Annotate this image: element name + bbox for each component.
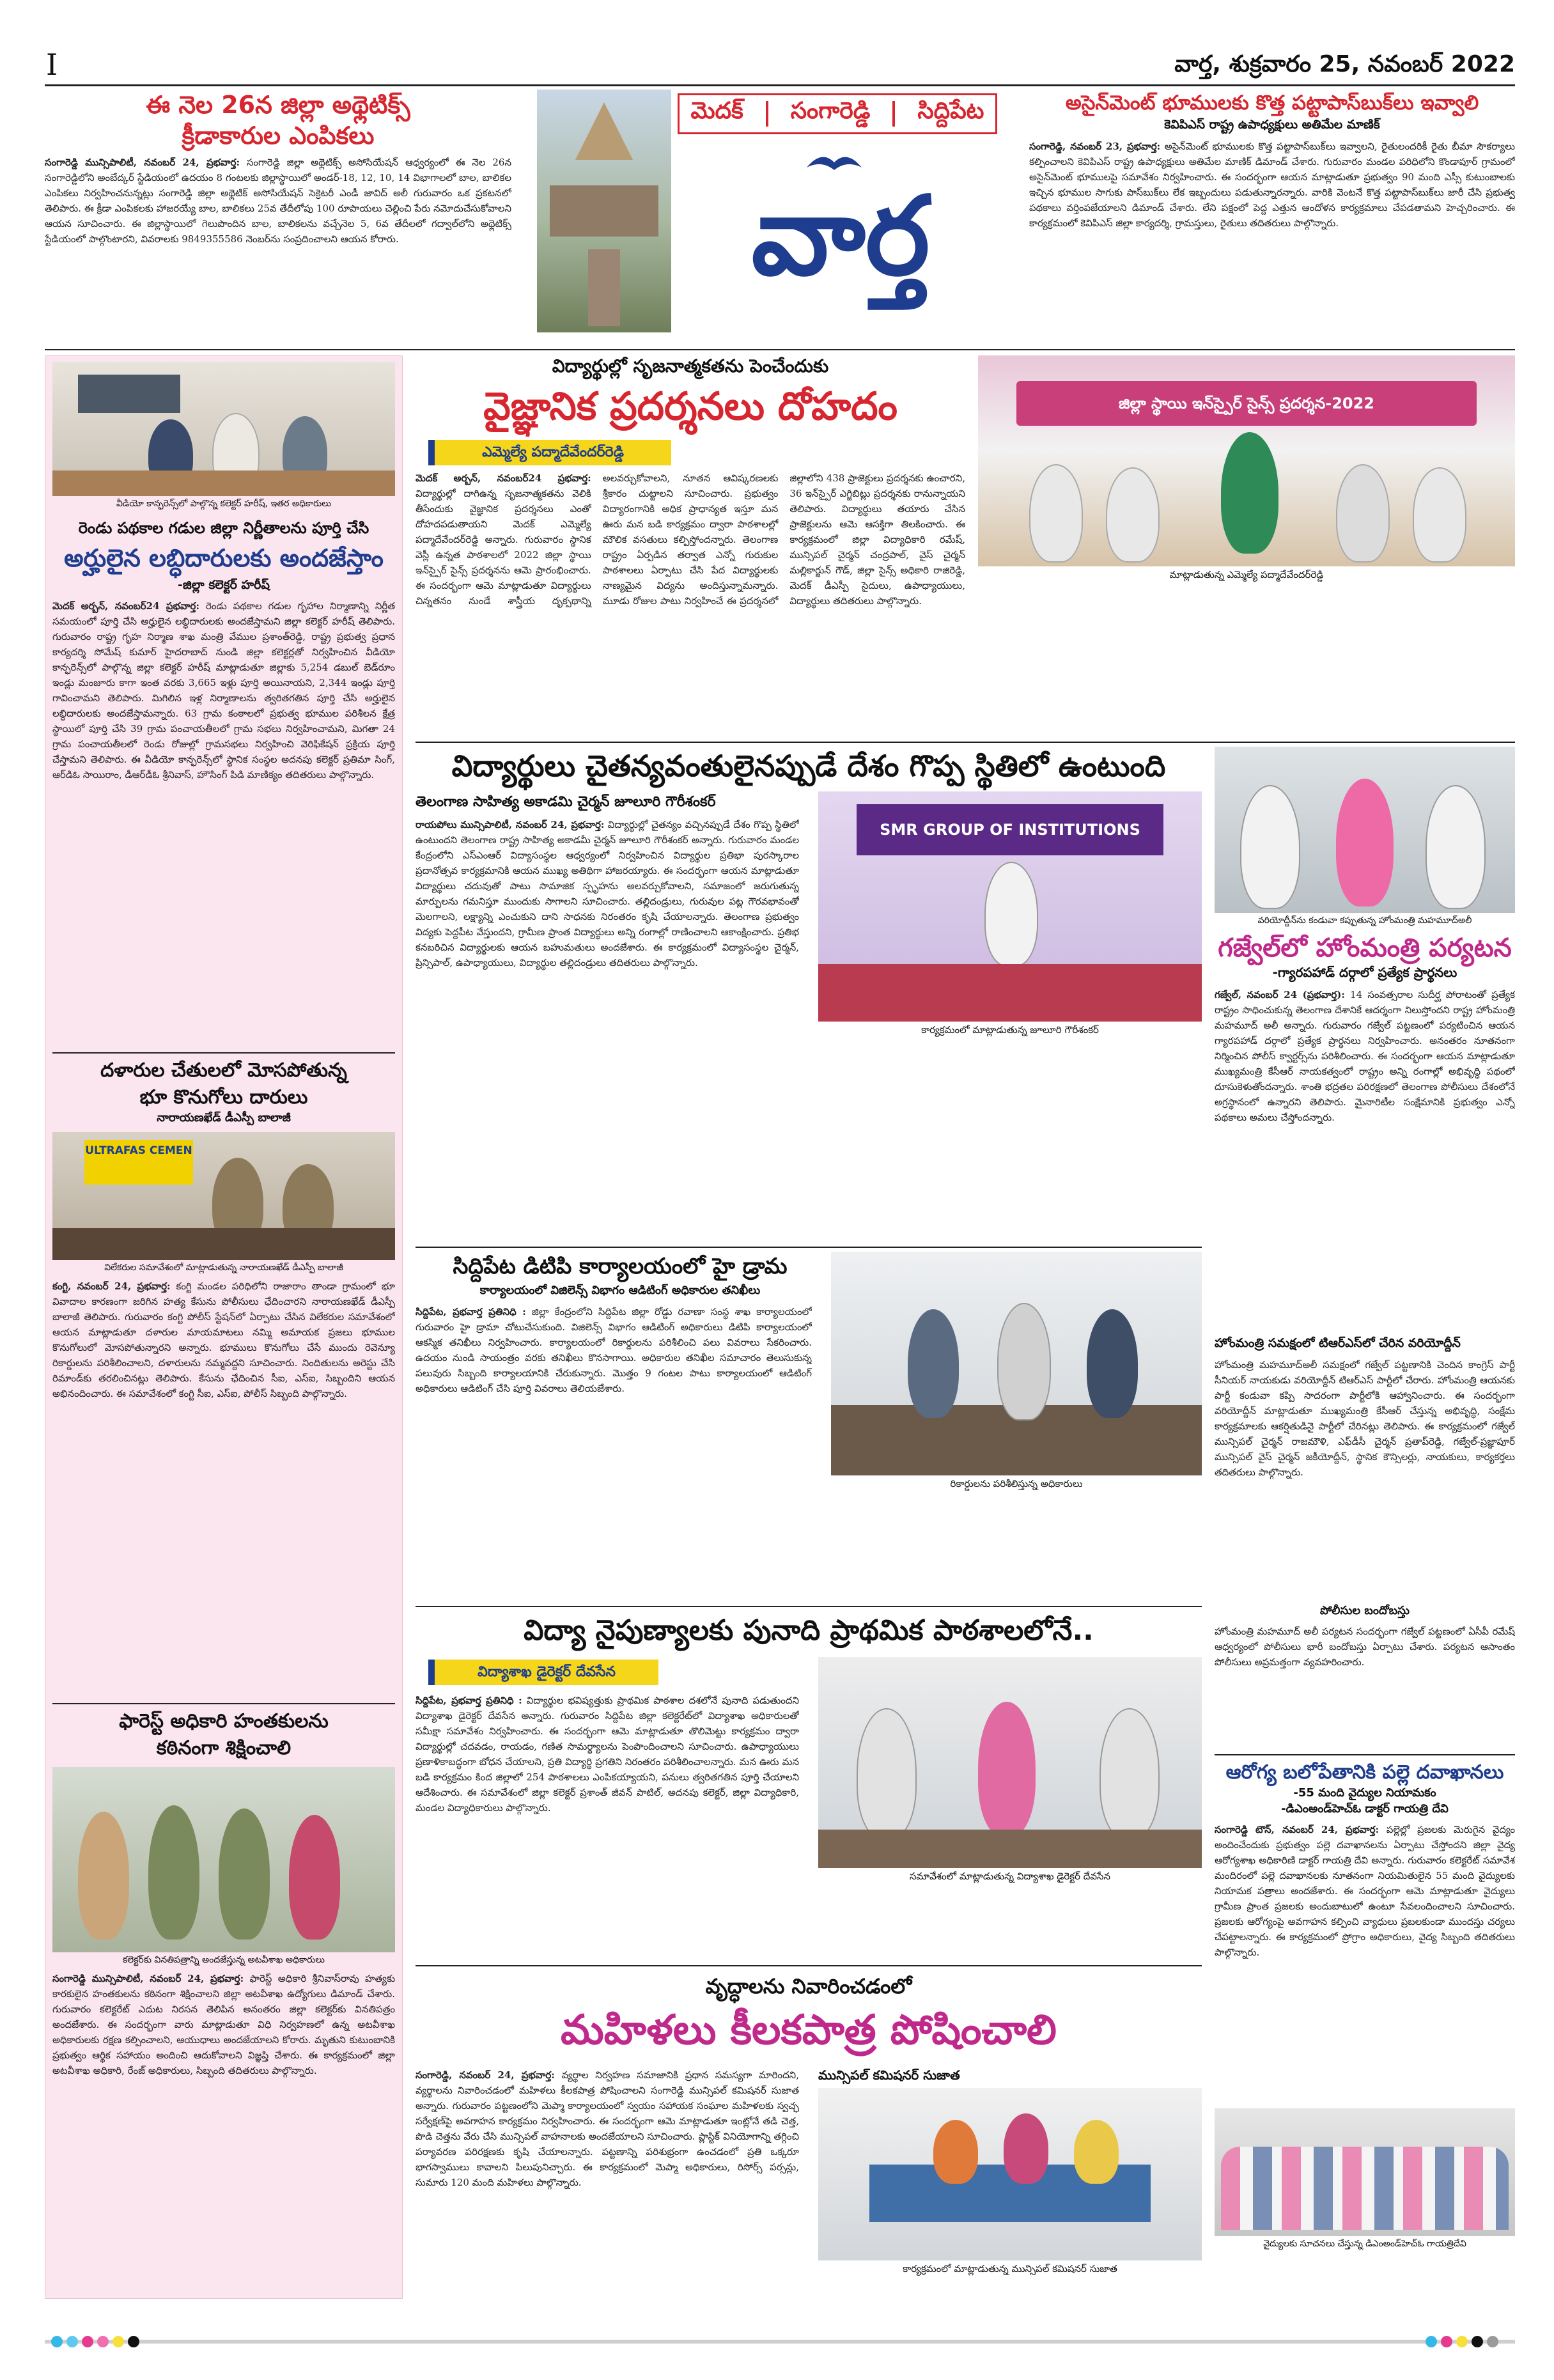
section-rule-2: [416, 742, 1515, 743]
primary-person-2: [978, 1702, 1036, 1836]
brokers-text: కంగ్టి మండల పరిధిలోని రాజారాం తాండా గ్రామంలో భూ వివాదాల కారణంగా జరిగిన హత్య కేసును పోలీసులు ఛేదించారని నారాయణఖేడ్ డీఎస్పీ బాలాజీ తెలిపారు. గురువారం కంగ్టి పోలీస్ స్టేషన్‌లో ఏర్పాటు చేసిన విలేకరుల సమావేశంలో ఆయన మాట్లాడుతూ దళారుల మాయమాటలు నమ్మి అమాయక ప్రజలు భూముల కొనుగోలులో మోసపోతున్నారని అన్నారు. భూములు కొనుగోలు చేసే ముందు రెవెన్యూ రికార్డులను పరిశీలించాలని, దళారులను నమ్మవద్దని సూచించారు. నిందితులను అరెస్టు చేసి రిమాండ్‌కు తరలించినట్లు తెలిపారు. కేసును ఛేదించిన సీఐ, ఎస్ఐ, సిబ్బందిని ఆయన అభినందించారు. ఈ సమావేశంలో కంగ్టి సీఐ, ఎస్ఐ, పోలీస్ సిబ్బంది పాల్గొన్నారు.: [52, 1280, 395, 1399]
gajwel-sub-headline: హోంమంత్రి సమక్షంలో టిఆర్ఎస్‌లో చేరిన వరియోద్దీన్: [1215, 1336, 1461, 1350]
assignment-headline: అసైన్‌మెంట్ భూములకు కొత్త పట్టాపాస్‌బుక్‌లు ఇవ్వాలి: [1065, 91, 1479, 114]
evidence-table: [52, 1228, 395, 1260]
primary-headline: విద్యా నైపుణ్యాలకు పునాది ప్రాథమిక పాఠశాలలోనే..: [524, 1614, 1094, 1647]
women-person-2: [1004, 2113, 1048, 2184]
gajwel-security-title: పోలీసుల బందోబస్తు: [1319, 1604, 1410, 1617]
collector-body: [52, 598, 395, 1039]
students-banner: SMR GROUP OF INSTITUTIONS: [857, 804, 1163, 855]
students-photo-caption: కార్యక్రమంలో మాట్లాడుతున్న జూలూరి గౌరీశంకర్: [921, 1024, 1099, 1036]
brokers-dateline: కంగ్టి, నవంబర్ 24, ప్రభవార్త:: [52, 1280, 171, 1292]
health-article: [1215, 1759, 1515, 2303]
health-photo-caption: వైద్యులకు సూచనలు చేస్తున్న డిఎంఅండ్‌హెచ్ఓ గాయత్రిదేవి: [1263, 2239, 1466, 2249]
science-strip: ఎమ్మెల్యే పద్మాదేవేందర్‌రెడ్డి: [428, 440, 671, 465]
health-body: [1215, 1822, 1515, 2103]
science-photo: [978, 355, 1515, 566]
collector-subhead: -జిల్లా కలెక్టర్ హరీష్: [178, 578, 270, 592]
forest-person-1: [78, 1812, 129, 1940]
reg-dot-3: [82, 2336, 93, 2347]
assignment-article: [1029, 89, 1515, 345]
dtp-subhead: కార్యాలయంలో విజిలెన్స్ విభాగం ఆడిటింగ్ అధికారుల తనిఖీలు: [479, 1284, 761, 1297]
collector-kicker: రెండు పథకాల గడుల జిల్లా నిర్ణీతాలను పూర్తి చేసి: [78, 519, 369, 537]
brokers-photo-caption: విలేకరుల సమావేశంలో మాట్లాడుతున్న నారాయణఖేడ్ డీఎస్పీ బాలాజీ: [104, 1263, 343, 1273]
dtp-photo-caption: రికార్డులను పరిశీలిస్తున్న అధికారులు: [950, 1478, 1083, 1489]
science-article: [416, 355, 1515, 739]
collector-photo-caption: వీడియో కాన్ఫరెన్స్‌లో పాల్గొన్న కలెక్టర్ హరీష్, ఇతర అధికారులు: [116, 499, 332, 509]
collector-article: [52, 362, 395, 1046]
masthead: [537, 89, 997, 345]
women-kicker: వృద్ధాలను నివారించడంలో: [705, 1974, 912, 1998]
dtp-person-2: [997, 1303, 1051, 1420]
dtp-dateline: సిద్దిపేట, ప్రభవార్త ప్రతినిధి :: [416, 1306, 526, 1318]
assignment-dateline: సంగారెడ్డి, నవంబర్ 23, ప్రభవార్త:: [1029, 141, 1161, 152]
health-text: పల్లెల్లో ప్రజలకు మెరుగైన వైద్యం అందించేందుకు ప్రభుత్వం పల్లె దవాఖానలను ఏర్పాటు చేస్తోందని జిల్లా వైద్య ఆరోగ్యశాఖ అధికారిణి డాక్టర్ గాయత్రి దేవి అన్నారు. గురువారం కలెక్టరేట్ సమావేశ మందిరంలో పల్లె దవాఖానలకు నూతనంగా నియమితులైన 55 మంది వైద్యులకు నియామక పత్రాలు అందజేశారు. ఈ సందర్భంగా ఆమె మాట్లాడుతూ వైద్యులు గ్రామీణ ప్రాంత ప్రజలకు అందుబాటులో ఉంటూ సేవలందించాలని సూచించారు. ప్రజలకు ఆరోగ్యంపై అవగాహన కల్పించి వ్యాధులు ప్రబలకుండా ముందస్తు చర్యలు చేపట్టాలన్నారు. ఈ కార్యక్రమంలో ప్రోగ్రాం అధికారులు, వైద్య సిబ్బంది తదితరులు పాల్గొన్నారు.: [1215, 1824, 1515, 1958]
forest-article: [52, 1708, 395, 2293]
paper-name: వార్త: [751, 173, 930, 300]
left-rule-1: [52, 1052, 395, 1054]
gajwel-text: 14 సంవత్సరాల సుదీర్ఘ పోరాటంతో ప్రత్యేక రాష్ట్రం సాధించుకున్న తెలంగాణ దేశానికే ఆదర్శంగా నిలుస్తోందని రాష్ట్ర హోంమంత్రి మహమూద్ అలీ అన్నారు. గురువారం గజ్వేల్ పట్టణంలో పర్యటించిన ఆయన గ్యారపహాడ్ దర్గాలో ప్రత్యేక ప్రార్థనలు నిర్వహించారు. అనంతరం నూతనంగా నిర్మించిన పోలీస్ క్వార్టర్స్‌ను పరిశీలించారు. ఈ సందర్భంగా ఆయన మాట్లాడుతూ ముఖ్యమంత్రి కేసీఆర్ నాయకత్వంలో రాష్ట్రం అన్ని రంగాల్లో అభివృద్ధి పథంలో దూసుకెళుతోందన్నారు. శాంతి భద్రతల పరిరక్షణలో తెలంగాణ పోలీసులు దేశంలోనే అగ్రస్థానంలో ఉన్నారని తెలిపారు. మైనారిటీల సంక్షేమానికి ప్రభుత్వం ఎన్నో పథకాలు అమలు చేస్తోందన్నారు.: [1215, 989, 1515, 1123]
primary-rule: [416, 1606, 1202, 1607]
students-headline: విద్యార్థులు చైతన్యవంతులైనప్పుడే దేశం గొప్ప స్థితిలో ఉంటుంది: [451, 749, 1166, 783]
health-dateline: సంగారెడ్డి టౌన్, నవంబర్ 24, ప్రభవార్త:: [1215, 1824, 1379, 1835]
science-text: విద్యార్థుల్లో దాగిఉన్న సృజనాత్మకతను వెలికి తీసేందుకు వైజ్ఞానిక ప్రదర్శనలు ఎంతో దోహదపడుతాయని మెదక్ ఎమ్మెల్యే పద్మాదేవేందర్‌రెడ్డి అన్నారు. గురువారం స్థానిక వెస్లీ ఉన్నత పాఠశాలలో 2022 జిల్లా స్థాయి ఇన్‌స్పైర్ సైన్స్ ప్రదర్శనను ఆమె ప్రారంభించారు. ఈ సందర్భంగా ఆమె మాట్లాడుతూ విద్యార్థులు చిన్నతనం నుండే శాస్త్రీయ దృక్పథాన్ని అలవర్చుకోవాలని, నూతన ఆవిష్కరణలకు శ్రీకారం చుట్టాలని సూచించారు. ప్రభుత్వం విద్యారంగానికి అధిక ప్రాధాన్యత ఇస్తూ మన ఊరు మన బడి కార్యక్రమం ద్వారా పాఠశాలల్లో మౌలిక వసతులు కల్పిస్తోందన్నారు. తెలంగాణ రాష్ట్రం ఏర్పడిన తర్వాత ఎన్నో గురుకుల పాఠశాలలు ఏర్పాటు చేసి పేద విద్యార్థులకు నాణ్యమైన విద్యను అందిస్తున్నామన్నారు. మూడు రోజుల పాటు నిర్వహించే ఈ ప్రదర్శనలో జిల్లాలోని 438 ప్రాజెక్టులు ప్రదర్శనకు ఉంచారని, 36 ఇన్‌స్పైర్ ఎగ్జిబిట్లు ప్రదర్శనకు రానున్నాయని తెలిపారు. విద్యార్థులు తయారు చేసిన ప్రాజెక్టులను ఆమె ఆసక్తిగా తిలకించారు. ఈ కార్యక్రమంలో జిల్లా విద్యాధికారి రమేష్, మున్సిపల్ చైర్మన్ చంద్రపాల్, వైస్ చైర్మన్ మల్లికార్జున్ గౌడ్, జిల్లా సైన్స్ అధికారి రాజిరెడ్డి, మెదక్ డీఎస్పీ సైదులు, ఉపాధ్యాయులు, విద్యార్థులు తదితరులు పాల్గొన్నారు.: [416, 472, 965, 607]
students-article: [416, 747, 1202, 1245]
forest-person-2: [148, 1805, 199, 1940]
health-subhead-2: -డిఎంఅండ్‌హెచ్ఓ డాక్టర్ గాయత్రి దేవి: [1281, 1802, 1449, 1816]
gajwel-sub-body: హోంమంత్రి మహమూద్‌అలీ సమక్షంలో గజ్వేల్ పట్టణానికి చెందిన కాంగ్రెస్ పార్టీ సీనియర్ నాయకుడు వరియోద్దీన్ టిఆర్ఎస్ పార్టీలో చేరారు. హోంమంత్రి ఆయనకు పార్టీ కండువా కప్పి సాదరంగా పార్టీలోకి ఆహ్వానించారు. ఈ సందర్భంగా వరియోద్దీన్ మాట్లాడుతూ ముఖ్యమంత్రి కేసీఆర్ చేస్తున్న అభివృద్ధి, సంక్షేమ కార్యక్రమాలకు ఆకర్షితుడినై పార్టీలో చేరినట్లు తెలిపారు. ఈ కార్యక్రమంలో గజ్వేల్ మున్సిపల్ చైర్మన్ రాజమౌళి, ఎఫ్‌డీసీ చైర్మన్ ప్రతాప్‌రెడ్డి, గజ్వేల్-ప్రజ్ఞాపూర్ మున్సిపల్ వైస్ చైర్మన్ జకీయోద్దీన్, స్థానిక కౌన్సిలర్లు, నాయకులు, కార్యకర్తలు తదితరులు పాల్గొన్నారు.: [1215, 1359, 1515, 1478]
women-article: [416, 1965, 1202, 2304]
brokers-headline-1: దళారుల చేతులలో మోసపోతున్న: [100, 1059, 347, 1082]
brokers-body: [52, 1279, 395, 1662]
gajwel-headline: గజ్వేల్‌లో హోంమంత్రి పర్యటన: [1218, 933, 1512, 963]
gajwel-article: [1215, 747, 1515, 1750]
stage-person-1: [1029, 464, 1083, 563]
masthead-photo: [537, 89, 671, 332]
reg-dot-5: [113, 2336, 124, 2347]
science-headline: వైజ్ఞానిక ప్రదర్శనలు దోహదం: [483, 384, 897, 429]
gajwel-person-3: [1426, 785, 1486, 909]
women-strip: మున్సిపల్ కమిషనర్ సుజాత: [818, 2067, 960, 2083]
tower-shape: [588, 249, 620, 326]
stage-person-3: [1336, 464, 1390, 563]
forest-photo: [52, 1767, 395, 1952]
section-rule-1: [45, 349, 1515, 350]
brokers-headline-2: భూ కొనుగోలు దారులు: [139, 1086, 308, 1108]
paper-date: వార్త, శుక్రవారం 25, నవంబర్ 2022: [1174, 51, 1515, 77]
brokers-article: [52, 1057, 395, 1697]
group-shape-row: [1221, 2147, 1509, 2230]
reg-dot-7: [1426, 2336, 1437, 2347]
district-sangareddy: సంగారెడ్డి: [790, 98, 871, 124]
left-rule-2: [52, 1703, 395, 1704]
district-medak: మెదక్: [690, 98, 743, 124]
gajwel-photo-caption: వరియోద్దీన్‌ను కండువా కప్పుతున్న హోంమంత్రి మహమూద్‌అలీ: [1257, 915, 1472, 926]
science-banner: జిల్లా స్థాయి ఇన్‌స్పైర్ సైన్స్ ప్రదర్శన-2022: [1016, 381, 1477, 426]
gajwel-person-2: [1336, 779, 1394, 906]
primary-article: [416, 1606, 1202, 1964]
forest-photo-caption: కలెక్టర్‌కు వినతిపత్రాన్ని అందజేస్తున్న అటవీశాఖ అధికారులు: [122, 1955, 325, 1965]
women-dateline: సంగారెడ్డి, నవంబర్ 24, ప్రభవార్త:: [416, 2069, 555, 2081]
reg-dot-1: [51, 2336, 63, 2347]
athletics-headline-2: క్రీడాకారుల ఎంపికలు: [182, 121, 375, 150]
brokers-photo: [52, 1132, 395, 1260]
stage-person-2: [1106, 467, 1160, 563]
health-subhead-1: -55 మంది వైద్యుల నియామకం: [1293, 1786, 1436, 1800]
students-photo: [818, 791, 1202, 1022]
gajwel-dateline: గజ్వేల్, నవంబర్ 24 (ప్రభవార్త):: [1215, 989, 1345, 1000]
primary-text: విద్యార్థుల భవిష్యత్తుకు ప్రాథమిక పాఠశాల దశలోనే పునాది పడుతుందని విద్యాశాఖ డైరెక్టర్ దేవసేన అన్నారు. గురువారం సిద్దిపేట జిల్లా కలెక్టరేట్‌లో విద్యాశాఖ అధికారులతో సమీక్షా సమావేశం నిర్వహించారు. ఈ సందర్భంగా ఆమె మాట్లాడుతూ తొలిమెట్టు కార్యక్రమం ద్వారా విద్యార్థుల్లో చదవడం, రాయడం, గణిత సామర్థ్యాలను పెంపొందించాలని సూచించారు. ఉపాధ్యాయులు ప్రణాళికాబద్ధంగా బోధన చేయాలని, ప్రతి విద్యార్థి ప్రగతిని నిరంతరం పరిశీలించాలన్నారు. మన ఊరు మన బడి కార్యక్రమం కింద జిల్లాలో 254 పాఠశాలలు ఎంపికయ్యాయని, పనులు త్వరితగతిన పూర్తి చేయాలని ఆదేశించారు. ఈ సమావేశంలో జిల్లా కలెక్టర్ ప్రశాంత్ జీవన్ పాటిల్, అదనపు కలెక్టర్, జిల్లా విద్యాధికారి, మండల విద్యాధికారులు పాల్గొన్నారు.: [416, 1695, 799, 1814]
athletics-text: సంగారెడ్డి జిల్లా అథ్లెటిక్స్ అసోసియేషన్ ఆధ్వర్యంలో ఈ నెల 26న సంగారెడ్డిలోని అంబేద్కర్ స్టేడియంలో ఉదయం 8 గంటలకు జిల్లాస్థాయిలో అండర్-18, 12, 10, 14 విభాగాలలో బాల, బాలికల ఎంపికలు నిర్వహించనున్నట్లు సంగారెడ్డి జిల్లా అథ్లెటిక్ అసోసియేషన్ సెక్రెటరీ ఎండీ జావిద్ అలీ గురువారం ఒక ప్రకటనలో తెలిపారు. ఈ క్రీడా ఎంపికలకు హాజరయ్యే బాల, బాలికలు 25వ తేదీలోపు 100 రూపాయలు చెల్లించి పేరు నమోదుచేసుకోవాలని ఆయన సూచించారు. ఈ జిల్లాస్థాయిలో గెలుపొందిన బాల, బాలికలను వచ్చేనెల 5, 6వ తేదీలలో గద్వాల్‌లోని అథ్లెటిక్స్ స్టేడియంలో పాల్గొంటారని, వివరాలకు 9849355586 నెంబర్‌ను సంప్రదించాలని ఆయన కోరారు.: [45, 157, 511, 245]
forest-dateline: సంగారెడ్డి మున్సిపాలిటీ, నవంబర్ 24, ప్రభవార్త:: [52, 1973, 244, 1984]
science-kicker: విద్యార్థుల్లో సృజనాత్మకతను పెంచేందుకు: [552, 355, 829, 377]
dtp-article: [416, 1247, 1202, 1605]
primary-person-3: [1099, 1708, 1160, 1839]
forest-text: ఫారెస్ట్ అధికారి శ్రీనివాస్‌రావు హత్యకు కారకులైన హంతకులను కఠినంగా శిక్షించాలని జిల్లా అటవీశాఖ ఉద్యోగులు డిమాండ్ చేశారు. గురువారం కలెక్టరేట్ ఎదుట నిరసన తెలిపిన అనంతరం జిల్లా కలెక్టర్‌కు వినతిపత్రం అందజేశారు. ఈ సందర్భంగా వారు మాట్లాడుతూ విధి నిర్వహణలో ఉన్న అటవీశాఖ అధికారులకు రక్షణ కల్పించాలని, ఆయుధాలు అందజేయాలని కోరారు. మృతుని కుటుంబానికి ప్రభుత్వం ఆర్థిక సహాయం అందించి ఆదుకోవాలని విజ్ఞప్తి చేశారు. ఈ కార్యక్రమంలో జిల్లా అటవీశాఖ అధికారి, రేంజ్ అధికారులు, సిబ్బంది తదితరులు పాల్గొన్నారు.: [52, 1973, 395, 2076]
primary-strip: విద్యాశాఖ డైరెక్టర్ దేవసేన: [428, 1660, 658, 1685]
reg-dot-4: [97, 2336, 109, 2347]
collector-photo: [52, 362, 395, 496]
dais-shape: [818, 964, 1202, 1022]
dtp-text: జిల్లా కేంద్రంలోని సిద్దిపేట జిల్లా రోడ్డు రవాణా సంస్థ శాఖ కార్యాలయంలో గురువారం హై డ్రామా చోటుచేసుకుంది. విజిలెన్స్ విభాగం ఆడిటింగ్ అధికారులు డిటిపి కార్యాలయంలో ఆకస్మిక తనిఖీలు నిర్వహించారు. కార్యాలయంలో రికార్డులను పరిశీలించి పలు వివరాలు సేకరించారు. ఉదయం నుండి సాయంత్రం వరకు తనిఖీలు కొనసాగాయి. అధికారుల తనిఖీల సమాచారం తెలుసుకున్న పలువురు సిబ్బంది కార్యాలయానికి చేరుకున్నారు. మొత్తం 9 గంటల పాటు కార్యాలయంలో ఆడిటింగ్ అధికారులు ఆడిటింగ్ చేసి పూర్తి వివరాలు తెలియజేశారు.: [416, 1306, 812, 1394]
primary-photo-caption: సమావేశంలో మాట్లాడుతున్న విద్యాశాఖ డైరెక్టర్ దేవసేన: [909, 1871, 1111, 1882]
primary-body: [416, 1693, 799, 1961]
students-text: విద్యార్థుల్లో చైతన్యం వచ్చినప్పుడే దేశం గొప్ప స్థితిలో ఉంటుందని తెలంగాణ రాష్ట్ర సాహిత్య అకాడమీ చైర్మన్ జూలూరి గౌరీశంకర్ అన్నారు. గురువారం మండల కేంద్రంలోని ఎస్ఎంఆర్ విద్యాసంస్థల ఆధ్వర్యంలో నిర్వహించిన విద్యార్థుల ప్రతిభా పురస్కారాల ప్రదానోత్సవ కార్యక్రమానికి ఆయన ముఖ్య అతిథిగా హాజరయ్యారు. ఈ సందర్భంగా ఆయన మాట్లాడుతూ విద్యార్థులు చదువుతో పాటు సామాజిక స్పృహను అలవర్చుకోవాలని, సమాజంలో జరుగుతున్న మార్పులను గమనిస్తూ ముందుకు సాగాలని సూచించారు. తల్లిదండ్రులు, గురువుల పట్ల గౌరవభావంతో మెలగాలని, లక్ష్యాన్ని ఎంచుకుని దాని సాధనకు నిరంతరం కృషి చేయాలన్నారు. తెలంగాణ ప్రభుత్వం విద్యకు పెద్దపీట వేస్తుందని, గ్రామీణ ప్రాంత విద్యార్థులు అన్ని రంగాల్లో రాణించాలని ఆకాంక్షించారు. ప్రతిభ కనబరిచిన విద్యార్థులకు ఆయన బహుమతులు అందజేశారు. ఈ కార్యక్రమంలో విద్యాసంస్థల చైర్మన్, ప్రిన్సిపాల్, ఉపాధ్యాయులు, విద్యార్థుల తల్లిదండ్రులు తదితరులు పాల్గొన్నారు.: [416, 819, 799, 968]
primary-dateline: సిద్దిపేట, ప్రభవార్త ప్రతినిధి :: [416, 1695, 522, 1706]
science-body: [416, 471, 965, 733]
health-photo: [1215, 2108, 1515, 2236]
health-headline: ఆరోగ్య బలోపేతానికి పల్లె దవాఖానలు: [1225, 1761, 1504, 1784]
women-body: [416, 2067, 799, 2298]
collector-headline: అర్హులైన లబ్ధిదారులకు అందజేస్తాం: [64, 544, 384, 572]
table-shape: [52, 471, 395, 496]
district-sep-1: [766, 101, 768, 127]
women-text: వ్యర్థాల నిర్వహణ సమాజానికి ప్రధాన సమస్యగా మారిందని, వ్యర్థాలను నివారించడంలో మహిళలు కీలకపాత్ర పోషించాలని సంగారెడ్డి మున్సిపల్ కమిషనర్ సుజాత అన్నారు. గురువారం పట్టణంలోని మెప్మా కార్యాలయంలో స్వయం సహాయక సంఘాల మహిళలకు స్వచ్ఛ సర్వేక్షణ్‌పై అవగాహన కార్యక్రమం నిర్వహించారు. ఈ సందర్భంగా ఆమె మాట్లాడుతూ ఇంట్లోనే తడి చెత్త, పొడి చెత్తను వేరు చేసి మున్సిపల్ వాహనాలకు అందజేయాలని సూచించారు. ప్లాస్టిక్ వినియోగాన్ని తగ్గించి పర్యావరణ పరిరక్షణకు కృషి చేయాలన్నారు. పట్టణాన్ని పరిశుభ్రంగా ఉంచడంలో ప్రతి ఒక్కరూ భాగస్వాములు కావాలని పిలుపునిచ్చారు. ఈ కార్యక్రమంలో మెప్మా అధికారులు, రిసోర్స్ పర్సన్లు, సుమారు 120 మంది మహిళలు పాల్గొన్నారు.: [416, 2069, 799, 2188]
forest-person-3: [219, 1808, 270, 1940]
speaker-shape: [984, 862, 1038, 967]
primary-person-1: [857, 1708, 917, 1839]
screen-shape: [78, 375, 180, 413]
gajwel-person-1: [1240, 785, 1300, 909]
science-dateline: మెదక్ అర్బన్, నవంబర్24 ప్రభవార్త:: [416, 472, 591, 484]
students-body-left: [416, 817, 799, 1239]
reg-dot-9: [1456, 2336, 1468, 2347]
dtp-headline: సిద్దిపేట డిటిపి కార్యాలయంలో హై డ్రామ: [453, 1254, 788, 1279]
primary-photo: [818, 1657, 1202, 1868]
footer-rule: [45, 2340, 1515, 2344]
science-photo-caption: మాట్లాడుతున్న ఎమ్మెల్యే పద్మాదేవేందర్‌రెడ్డి: [1169, 569, 1324, 580]
collector-dateline: మెదక్ అర్బన్, నవంబర్24 ప్రభవార్త:: [52, 600, 199, 612]
cement-sign: ULTRAFAS CEMEN: [84, 1140, 193, 1185]
assignment-text: అసైన్‌మెంట్ భూములకు కొత్త పట్టాపాస్‌బుక్‌లు ఇవ్వాలని, రైతులందరికీ రైతు బీమా సౌకర్యాలు కల్పించాలని కెవిపిఎస్ రాష్ట్ర ఉపాధ్యక్షులు అతిమేల మాణిక్ డిమాండ్ చేశారు. గురువారం మండల పరిధిలోని కొండాపూర్ గ్రామంలో అసైన్‌మెంట్ భూములపై సమావేశం నిర్వహించారు. ఈ సందర్భంగా ఆయన మాట్లాడుతూ ప్రభుత్వం 90 మంది ఎస్సీ కుటుంబాలకు ఇచ్చిన భూముల సాగుకు పాస్‌బుక్‌లు లేక ఇబ్బందులు పడుతున్నారన్నారు. వారికి వెంటనే కొత్త పట్టాపాస్‌బుక్‌లు జారీ చేసి ప్రభుత్వ పథకాలు వర్తింపజేయాలని డిమాండ్ చేశారు. లేని పక్షంలో పెద్ద ఎత్తున ఆందోళన కార్యక్రమాలు చేపడతామని హెచ్చరించారు. ఈ కార్యక్రమంలో కెవిపిఎస్ జిల్లా కార్యదర్శి, గ్రామస్తులు, రైతులు తదితరులు పాల్గొన్నారు.: [1029, 141, 1515, 229]
reg-dot-10: [1472, 2336, 1483, 2347]
right-rule-1: [1215, 1754, 1515, 1755]
district-siddipet: సిద్దిపేట: [917, 98, 984, 124]
students-subhead: తెలంగాణ సాహిత్య అకాడమి చైర్మన్ జూలూరి గౌరీశంకర్: [416, 794, 716, 810]
gajwel-photo: [1215, 747, 1515, 913]
gajwel-subhead: -గ్యారపహాడ్ దర్గాలో ప్రత్యేక ప్రార్థనలు: [1272, 965, 1457, 980]
dtp-rule: [416, 1247, 1202, 1248]
assignment-subhead: కెవిపిఎస్ రాష్ట్ర ఉపాధ్యక్షులు అతిమేల మాణిక్: [1164, 118, 1380, 132]
dtp-photo: [831, 1252, 1202, 1475]
collector-text: రెండు పథకాల గడుల గృహాల నిర్మాణాన్ని నిర్ణీత సమయంలో పూర్తి చేసి అర్హులైన లబ్ధిదారులకు అందజేస్తామని జిల్లా కలెక్టర్ హరీష్ తెలిపారు. గురువారం రాష్ట్ర గృహ నిర్మాణ శాఖ మంత్రి వేముల ప్రశాంత్‌రెడ్డి, రాష్ట్ర ప్రభుత్వ ప్రధాన కార్యదర్శి సోమేష్ కుమార్ హైదరాబాద్ నుండి జిల్లా కలెక్టర్లతో నిర్వహించిన వీడియో కాన్ఫరెన్స్‌లో పాల్గొన్న జిల్లా కలెక్టర్ హరీష్ మాట్లాడుతూ జిల్లాకు 5,254 డబుల్ బెడ్‌రూం ఇండ్లు మంజూరు కాగా ఇంత వరకు 3,665 ఇళ్లు పూర్తి అయినాయని, 2,344 ఇండ్లు పూర్తి గావించామని తెలిపారు. మిగిలిన ఇళ్ల నిర్మాణాలను త్వరితగతిన పూర్తి చేసి అర్హులైన లబ్ధిదారులకు అందజేస్తామన్నారు. 63 గ్రామ కంఠాలలో ప్రభుత్వ భూముల పరిశీలన క్షేత్ర స్థాయిలో పూర్తి చేసి 39 గ్రామ పంచాయతీలలో గ్రామ సభలు నిర్వహించామని, మిగతా 24 గ్రామ పంచాయతీలలో రెండు రోజుల్లో గ్రామసభలు నిర్వహించి వెరిఫికేషన్ ప్రక్రియ పూర్తి చేస్తామని తెలిపారు. ఈ వీడియో కాన్ఫరెన్స్‌లో స్థానిక సంస్థల అదనపు కలెక్టర్ ప్రతిమా సింగ్, ఆర్‌డిఓ సాయిరాం, డీఆర్‌డీఓ శ్రీనివాస్, హౌసింగ్ పిడి మాణిక్యం తదితరులు పాల్గొన్నారు.: [52, 600, 395, 781]
primary-desk: [818, 1830, 1202, 1868]
temple-shape: [575, 102, 633, 160]
page-marker: I: [46, 47, 58, 82]
forest-headline-2: కఠినంగా శిక్షించాలి: [156, 1737, 291, 1759]
reg-dot-11: [1487, 2336, 1498, 2347]
athletics-body: [45, 155, 511, 340]
dtp-person-3: [1087, 1309, 1138, 1418]
dtp-person-1: [908, 1309, 959, 1418]
athletics-dateline: సంగారెడ్డి మున్సిపాలిటీ, నవంబర్ 24, ప్రభవార్త:: [45, 157, 240, 168]
forest-headline-1: ఫారెస్ట్ అధికారి హంతకులను: [119, 1710, 329, 1732]
forest-person-4: [289, 1815, 340, 1940]
header-rule: [45, 84, 1515, 86]
women-person-3: [1074, 2120, 1119, 2184]
brokers-subhead: నారాయణఖేడ్ డీఎస్పీ బాలాజీ: [157, 1111, 291, 1124]
assignment-body: [1029, 139, 1515, 343]
women-headline: మహిళలు కీలకపాత్ర పోషించాలి: [561, 2007, 1057, 2054]
stage-person-4: [1413, 467, 1466, 563]
gajwel-body: [1215, 987, 1515, 1332]
women-rule: [416, 1965, 1202, 1966]
gajwel-security-body: హోంమంత్రి మహమూద్ అలీ పర్యటన సందర్భంగా గజ్వేల్ పట్టణంలో ఏసీపీ రమేష్ ఆధ్వర్యంలో పోలీసులు భారీ బందోబస్తు ఏర్పాటు చేశారు. పర్యటన ఆసాంతం పోలీసులు అప్రమత్తంగా వ్యవహరించారు.: [1215, 1626, 1515, 1668]
dtp-body-left: [416, 1304, 812, 1547]
building-shape: [550, 185, 658, 237]
forest-body: [52, 1971, 395, 2291]
district-strip: [678, 93, 997, 134]
women-photo: [818, 2088, 1202, 2260]
athletics-headline-1: ఈ నెల 26న జిల్లా అథ్లెటిక్స్: [146, 91, 410, 119]
district-sep-2: [892, 101, 895, 127]
students-dateline: రాయపోలు మున్సిపాలిటీ, నవంబర్ 24, ప్రభవార్త:: [416, 819, 605, 830]
mla-shape: [1221, 432, 1278, 554]
women-photo-caption: కార్యక్రమంలో మాట్లాడుతున్న మున్సిపల్ కమిషనర్ సుజాత: [903, 2263, 1117, 2275]
athletics-article: [45, 89, 511, 345]
reg-dot-6: [128, 2336, 139, 2347]
women-person-1: [933, 2120, 978, 2184]
reg-dot-8: [1441, 2336, 1452, 2347]
reg-dot-2: [66, 2336, 78, 2347]
